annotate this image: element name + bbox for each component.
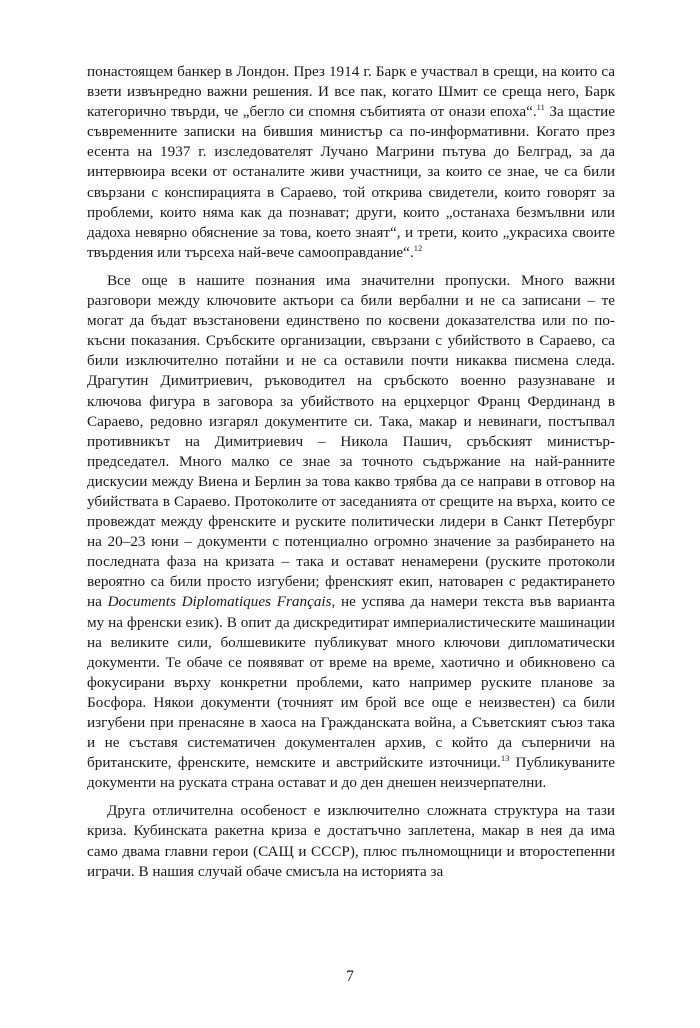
footnote-ref-11[interactable]: 11 xyxy=(536,102,545,113)
text-segment: понастоящем банкер в Лондон. През 1914 г. Барк е участвал в срещи, на които са взети извънредно важни решения. И все пак, когато Шмит се среща него, Барк категорично твърди, че „бегло си спомня събитията от онази епоха“. xyxy=(87,63,615,121)
page-number: 7 xyxy=(346,968,354,985)
text-segment: Все още в нашите познания има значителни пропуски. Много важни разговори между ключовите актьори са били вербални и не са записани – те могат да бъдат възстановени единствено по косвени доказателства или по по-късни показания. Сръбските организации, свързани с убийството в Сараево, са били изключително потайни и не са оставили почти никаква писмена следа. Драгутин Димитриевич, ръководител на сръбското военно разузнаване и ключова фигура в заговора за убийството на ерцхерцог Франц Фердинанд в Сараево, редовно изгарял документите си. Така, макар и невинаги, постъпвал противникът на Димитриевич – Никола Пашич, сръбският министър-председател. Много малко се знае за точното съдържание на най-ранните дискусии между Виена и Берлин за това какво трябва да се направи в отговор на убийствата в Сараево. Протоколите от заседанията от срещите на върха, които се провеждат между френските и руските политически лидери в Санкт Петербург на 20–23 юни – документи с потенциално огромно значение за разбирането на последната фаза на кризата – така и остават ненамерени (руските протоколи вероятно са били просто изгубени; френският екип, натоварен с редактирането на xyxy=(87,271,615,611)
text-segment: Друга отличителна особеност е изключително сложната структура на тази криза. Кубинската ракетна криза е достатъчно заплетена, макар в нея да има само двама главни герои (САЩ и СССР), плюс пълномощници и второстепенни играчи. В нашия случай обаче смисъла на историята за xyxy=(87,802,615,880)
paragraph-1 xyxy=(87,62,615,263)
text-segment: За щастие съвременните записки на бившия министър са по-информативни. Когато през есента на 1937 г. изследователят Лучано Магрини пътува до Белград, за да интервюира всеки от останалите живи участници, за които се знае, че са били свързани с конспирацията в Сараево, той открива свидетели, които говорят за проблеми, които няма как да познават; други, които „останаха безмълвни или дадоха невярно обяснение за това, което знаят“, и трети, които „украсиха своите твърдения или търсеха най-вече самооправдание“. xyxy=(87,103,615,261)
page-body xyxy=(87,62,615,882)
text-segment: , не успява да намери текста във варианта му на френски език). В опит да дискредитират империалистическите машинации на великите сили, болшевиките публикуват много ключови дипломатически документи. Те обаче се появяват от време на време, хаотично и обикновено са фокусирани върху конкретни проблеми, като например руските планове за Босфора. Някои документи (точният им брой все още е неизвестен) са били изгубени при пренасяне в хаоса на Гражданската война, а Съветският съюз така и не съставя систематичен документален архив, с който да съперничи на британските, френските, немските и австрийските източници. xyxy=(87,593,615,772)
paragraph-3 xyxy=(87,801,615,881)
footnote-ref-12[interactable]: 12 xyxy=(413,242,423,253)
footnote-ref-13[interactable]: 13 xyxy=(500,753,510,764)
paragraph-2 xyxy=(87,271,615,793)
italic-title: Documents Diplomatiques Français xyxy=(107,593,332,611)
text-segment: Публикуваните документи на руската страна остават и до ден днешен неизчерпателни. xyxy=(87,754,615,792)
